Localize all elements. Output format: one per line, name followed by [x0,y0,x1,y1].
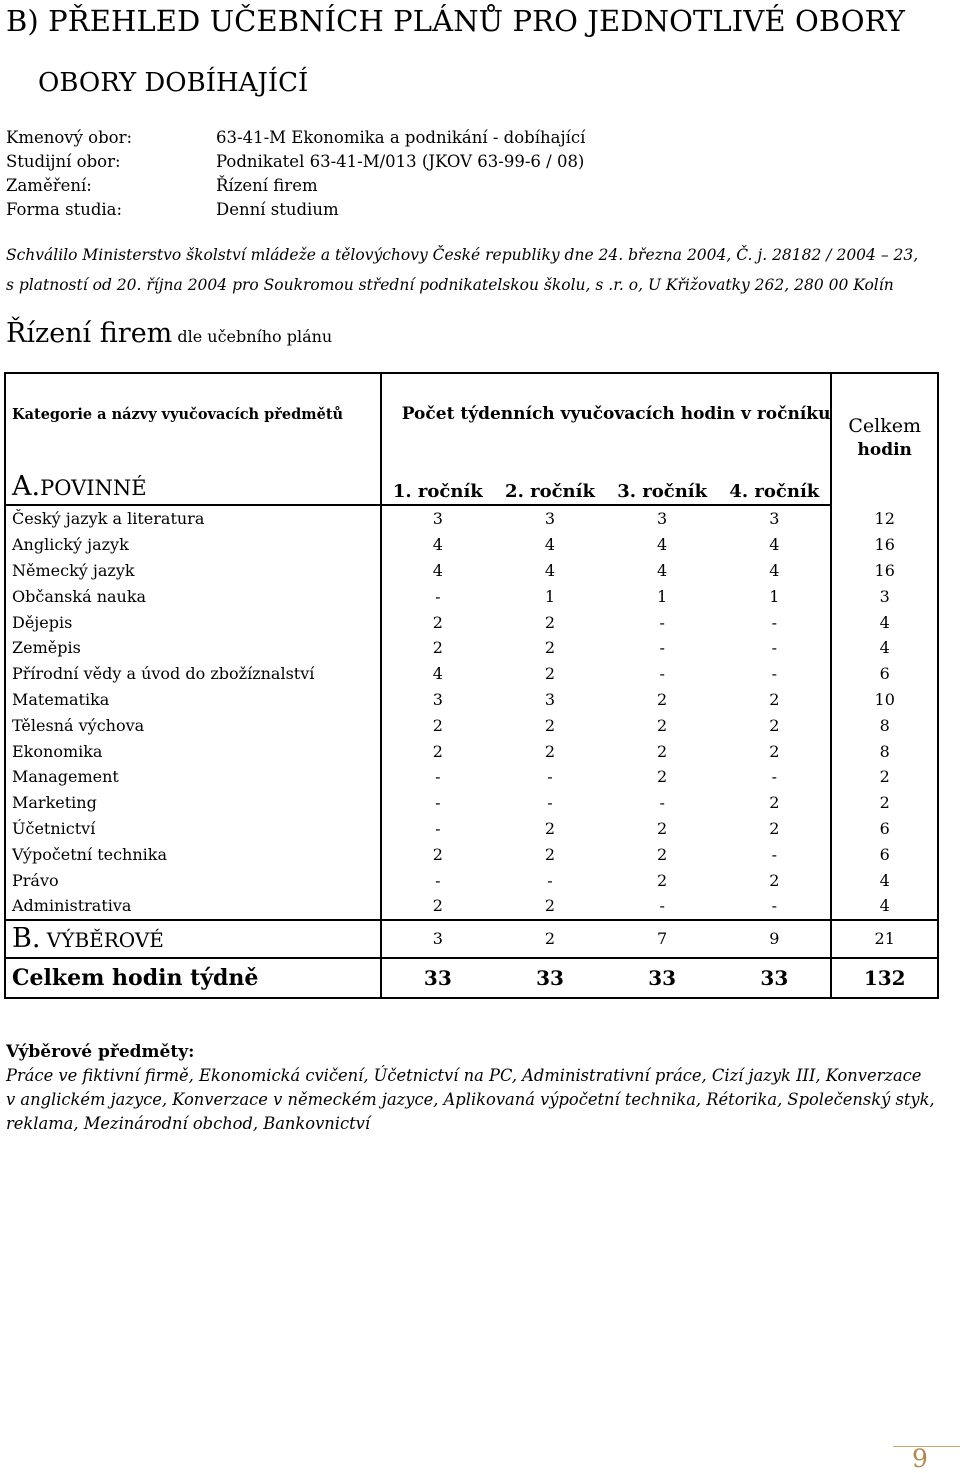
hours-year-2: 2 [544,818,556,838]
plan-title-main: Řízení firem [6,318,173,349]
table-row [5,687,938,713]
info-value: 63-41-M Ekonomika a podnikání - dobíhající [216,128,586,147]
info-label: Studijní obor: [6,152,121,171]
hours-year-4: - [771,638,778,658]
section-b-text: VÝBĚROVÉ [46,928,164,953]
year-3-header: 3. ročník [606,460,718,505]
subject-name [5,920,381,958]
table-row [5,841,938,867]
section-a-letter: A. [12,471,41,502]
info-label: Zaměření: [6,176,92,195]
hours-total: 6 [831,841,938,867]
hours-year-4: 2 [769,689,780,709]
header-total-line2: hodin [857,440,912,460]
hours-total: 6 [831,816,938,842]
elective-line: reklama, Mezinárodní obchod, Bankovnictví [6,1114,371,1133]
hours-total: 8 [831,712,938,738]
hours-year-3: 33 [606,958,718,998]
subject-name: Občanská nauka [5,583,381,609]
hours-year-2: 2 [544,896,556,916]
table-row [5,635,938,661]
hours-year-1: 4 [381,558,494,584]
page-number: 9 [912,1444,928,1473]
hours-year-2: 2 [544,612,556,632]
hours-year-1: 2 [381,712,494,738]
hours-year-3: - [659,612,665,632]
hours-total: 21 [831,920,938,958]
hours-year-2: 3 [544,689,556,709]
hours-year-2: 2 [544,741,556,761]
hours-year-4: - [771,664,778,684]
hours-total: 12 [831,505,938,532]
hours-year-3: 2 [657,741,668,761]
year-2-header: 2. ročník [494,460,606,505]
subject-name: Účetnictví [5,816,381,842]
hours-year-2: - [547,767,553,787]
hours-year-3: 2 [657,689,668,709]
hours-year-2: 2 [494,920,606,958]
hours-year-1: 2 [381,738,494,764]
year-4-header: 4. ročník [718,460,831,505]
hours-year-1: - [381,790,494,816]
table-row [5,712,938,738]
hours-year-2: 4 [544,560,556,580]
hours-year-4: 2 [769,870,780,890]
subject-name: Anglický jazyk [5,532,381,558]
hours-year-3: - [659,638,665,658]
hours-year-1: 4 [381,661,494,687]
elective-line: Práce ve fiktivní firmě, Ekonomická cvičení, Účetnictví na PC, Administrativní práce, Cizí jazyk III, Konverzace [6,1066,922,1085]
approval-line-1: Schválilo Ministerstvo školství mládeže a tělovýchovy České republiky dne 24. března 2004, Č. j. 28182 / 2004 – 23, [6,246,919,264]
hours-total: 2 [831,790,938,816]
curriculum-table [4,372,939,999]
page-heading: B) PŘEHLED UČEBNÍCH PLÁNŮ PRO JEDNOTLIVÉ OBORY [6,4,905,38]
hours-year-1: 2 [381,893,494,920]
hours-year-1: 2 [381,635,494,661]
hours-total: 2 [831,764,938,790]
hours-year-2: 2 [544,715,556,735]
hours-year-4: 2 [769,793,780,813]
hours-year-4: - [771,844,778,864]
table-row [5,893,938,920]
info-value: Řízení firem [216,176,318,195]
hours-year-4: 9 [718,920,831,958]
hours-total: 6 [831,661,938,687]
subject-name: Přírodní vědy a úvod do zbožíznalství [5,661,381,687]
hours-year-1: 2 [381,841,494,867]
hours-total: 8 [831,738,938,764]
subject-name: Ekonomika [5,738,381,764]
hours-year-4: 3 [769,509,780,529]
table-row [5,661,938,687]
hours-year-1: - [381,867,494,893]
hours-year-3: - [659,896,665,916]
table-row [5,816,938,842]
subject-name: Výpočetní technika [5,841,381,867]
table-row [5,867,938,893]
hours-year-1: - [381,816,494,842]
hours-total: 4 [831,635,938,661]
hours-total: 4 [831,867,938,893]
table-row [5,764,938,790]
hours-year-2: - [547,793,553,813]
hours-total: 16 [831,558,938,584]
hours-year-3: - [659,664,665,684]
info-label: Forma studia: [6,200,123,219]
info-label: Kmenový obor: [6,128,133,147]
hours-year-1: 4 [381,532,494,558]
hours-year-4: 1 [769,586,780,606]
hours-year-4: 4 [769,560,780,580]
hours-year-3: 2 [657,767,668,787]
hours-year-4: 4 [769,535,780,555]
hours-year-3: 2 [657,870,668,890]
hours-year-2: 3 [544,509,556,529]
hours-year-3: 3 [657,509,668,529]
hours-year-4: 2 [769,818,780,838]
hours-year-1: - [381,583,494,609]
elective-title: Výběrové předměty: [6,1042,195,1062]
hours-year-4: - [771,612,778,632]
hours-year-3: 4 [657,560,668,580]
year-1-header: 1. ročník [381,460,494,505]
subject-name: Právo [5,867,381,893]
subject-name: Český jazyk a literatura [5,505,381,532]
hours-year-1: 33 [381,958,494,998]
hours-year-3: 2 [657,844,668,864]
hours-year-2: 2 [544,844,556,864]
hours-year-2: 2 [544,638,556,658]
hours-year-3: - [659,793,665,813]
hours-year-3: 2 [657,715,668,735]
section-a-row [5,460,938,505]
header-category: Kategorie a názvy vyučovacích předmětů [5,373,381,460]
header-total-line1: Celkem [848,415,922,437]
table-row [5,532,938,558]
table-row [5,958,938,998]
table-row [5,738,938,764]
hours-year-1: - [381,764,494,790]
hours-total: 16 [831,532,938,558]
table-row [5,609,938,635]
table-row [5,790,938,816]
hours-year-1: 3 [381,920,494,958]
hours-year-1: 3 [381,505,494,532]
table-row [5,583,938,609]
hours-year-3: 2 [657,818,668,838]
section-a-text: POVINNÉ [40,476,147,500]
subject-name: Tělesná výchova [5,712,381,738]
subject-name: Dějepis [5,609,381,635]
table-header-row [5,373,938,460]
subject-name: Německý jazyk [5,558,381,584]
approval-note [6,240,936,300]
hours-year-1: 2 [381,609,494,635]
hours-total: 3 [831,583,938,609]
subject-name: Matematika [5,687,381,713]
subject-name: Zeměpis [5,635,381,661]
header-hours: Počet týdenních vyučovacích hodin v ročníku [381,373,832,460]
table-row [5,505,938,532]
hours-total: 10 [831,687,938,713]
section-b-letter: B. [12,923,41,955]
hours-total: 4 [831,609,938,635]
info-value: Podnikatel 63-41-M/013 (JKOV 63-99-6 / 08) [216,152,585,171]
hours-year-2: - [547,870,553,890]
hours-year-4: 2 [769,741,780,761]
table-row [5,920,938,958]
hours-total: 132 [831,958,938,998]
hours-total: 4 [831,893,938,920]
subject-name: Celkem hodin týdně [5,958,381,998]
section-a-label [5,460,381,505]
plan-title [6,318,332,349]
hours-year-3: 4 [657,535,668,555]
approval-line-2: s platností od 20. října 2004 pro Soukromou střední podnikatelskou školu, s .r. o, U Křižovatky 262, 280 00 Kolín [6,276,894,294]
hours-year-2: 2 [544,664,556,684]
subject-name: Administrativa [5,893,381,920]
info-value: Denní studium [216,200,339,219]
subject-name: Marketing [5,790,381,816]
hours-year-2: 33 [494,958,606,998]
elective-list [6,1064,946,1136]
hours-year-4: 33 [718,958,831,998]
hours-year-2: 1 [544,586,556,606]
hours-year-2: 4 [544,535,556,555]
hours-year-3: 1 [657,586,668,606]
hours-year-4: 2 [769,715,780,735]
header-total [831,373,938,505]
hours-year-4: - [771,896,778,916]
subject-name: Management [5,764,381,790]
plan-title-sub: dle učebního plánu [177,327,333,346]
elective-subjects [6,1040,946,1136]
table-row [5,558,938,584]
hours-year-1: 3 [381,687,494,713]
hours-year-4: - [771,767,778,787]
section-subheading: OBORY DOBÍHAJÍCÍ [38,68,309,98]
hours-year-3: 7 [606,920,718,958]
elective-line: v anglickém jazyce, Konverzace v německém jazyce, Aplikovaná výpočetní technika, Rétorika, Společenský styk, [6,1090,935,1109]
